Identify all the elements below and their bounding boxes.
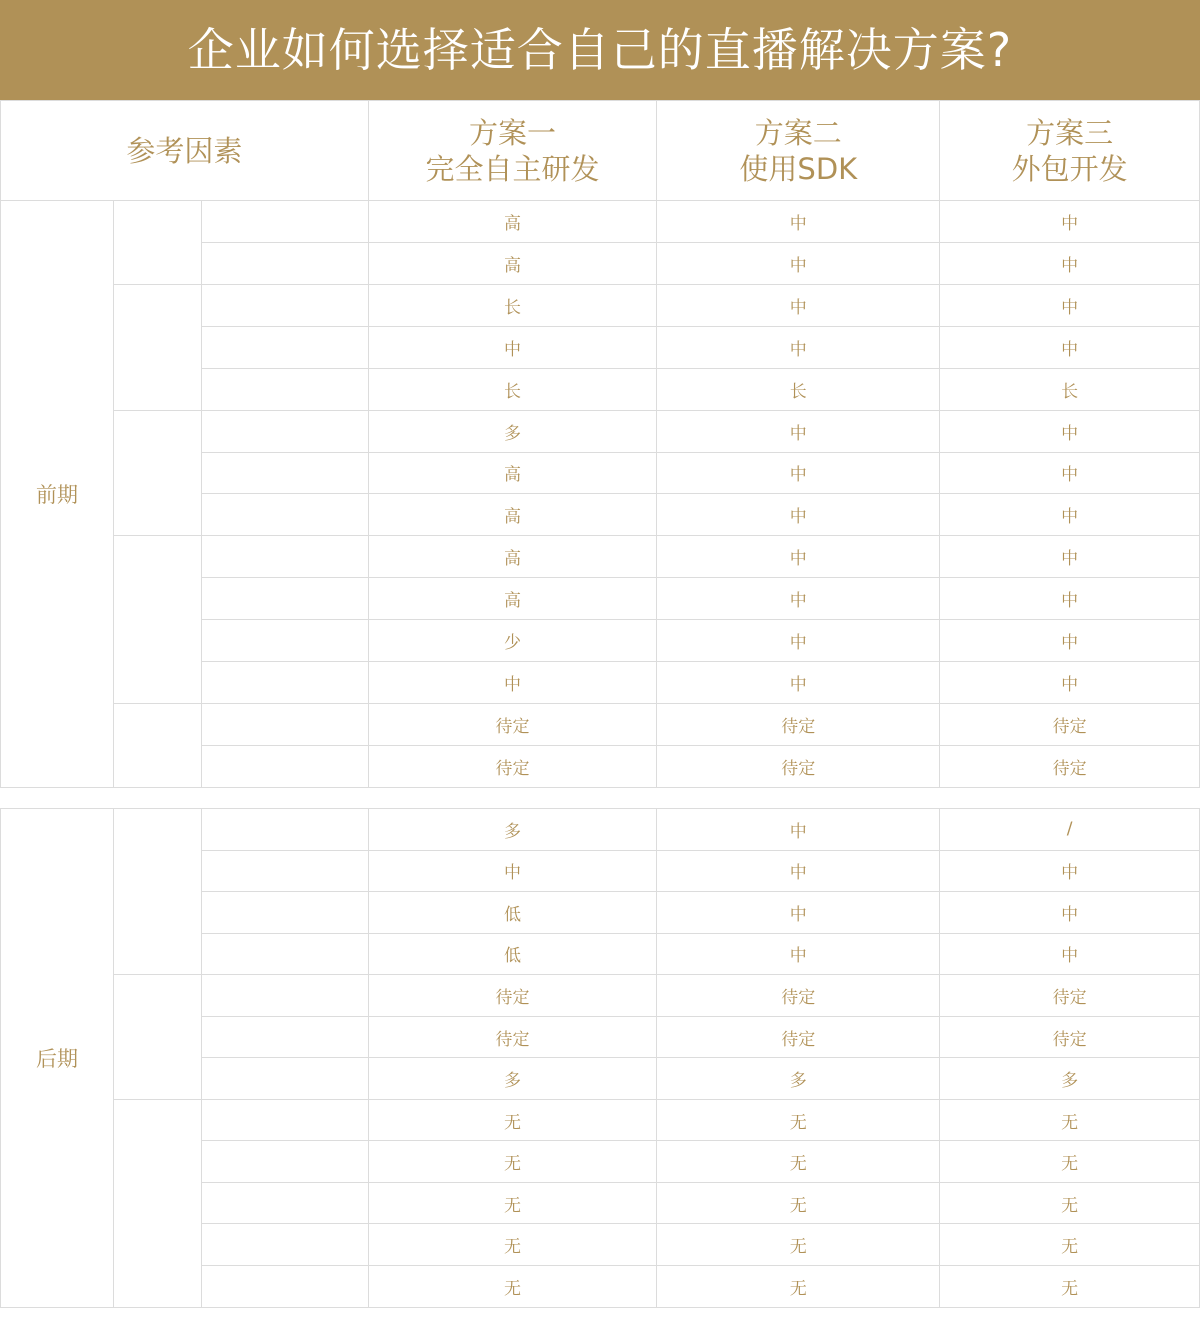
plan-2-name: 方案二 <box>754 115 842 150</box>
factor-group-cell <box>113 284 201 410</box>
plan-1-value: 高 <box>368 536 657 578</box>
plan-3-value: 中 <box>940 201 1200 243</box>
table-row <box>1 704 1200 746</box>
factor-item-cell <box>201 284 368 326</box>
plan-2-value: 中 <box>657 494 940 536</box>
plan-3-value: 待定 <box>940 975 1200 1017</box>
plan-1-value: 无 <box>368 1182 657 1224</box>
plan-2-value: 中 <box>657 662 940 704</box>
plan-2-value: 中 <box>657 892 940 934</box>
plan-1-value: 多 <box>368 1058 657 1100</box>
factor-item-cell <box>201 242 368 284</box>
factor-item-cell <box>201 1141 368 1183</box>
plan-header-2 <box>657 101 940 201</box>
factor-item-cell <box>201 1266 368 1308</box>
plan-1-value: 少 <box>368 620 657 662</box>
plan-1-value: 无 <box>368 1266 657 1308</box>
factor-group-cell <box>113 201 201 285</box>
plan-3-value: 中 <box>940 850 1200 892</box>
table-row <box>1 1099 1200 1141</box>
plan-3-value: 无 <box>940 1182 1200 1224</box>
phase-label: 后期 <box>1 809 114 1308</box>
plan-2-desc: 使用SDK <box>739 151 858 186</box>
plan-1-value: 多 <box>368 410 657 452</box>
plan-1-value: 待定 <box>368 745 657 787</box>
factor-item-cell <box>201 410 368 452</box>
factor-item-cell <box>201 892 368 934</box>
plan-3-value: 中 <box>940 578 1200 620</box>
factor-item-cell <box>201 745 368 787</box>
factor-item-cell <box>201 662 368 704</box>
factor-item-cell <box>201 933 368 975</box>
plan-1-value: 中 <box>368 850 657 892</box>
plan-3-value: 中 <box>940 284 1200 326</box>
plan-3-value: 中 <box>940 242 1200 284</box>
plan-3-value: 中 <box>940 326 1200 368</box>
plan-2-value: 无 <box>657 1266 940 1308</box>
factor-group-cell <box>113 975 201 1100</box>
plan-1-value: 长 <box>368 284 657 326</box>
factor-item-cell <box>201 536 368 578</box>
plan-2-value: 中 <box>657 201 940 243</box>
factor-item-cell <box>201 201 368 243</box>
plan-3-value: 待定 <box>940 745 1200 787</box>
table-row <box>1 809 1200 851</box>
plan-2-value: 多 <box>657 1058 940 1100</box>
factor-item-cell <box>201 1016 368 1058</box>
plan-1-value: 低 <box>368 892 657 934</box>
comparison-header <box>0 100 1200 201</box>
plan-1-name: 方案一 <box>469 115 557 150</box>
factor-item-cell <box>201 494 368 536</box>
factor-group-cell <box>113 1099 201 1307</box>
plan-3-value: 中 <box>940 892 1200 934</box>
plan-2-value: 中 <box>657 809 940 851</box>
plan-1-value: 高 <box>368 452 657 494</box>
plan-1-value: 高 <box>368 201 657 243</box>
plan-1-value: 高 <box>368 578 657 620</box>
factor-header: 参考因素 <box>1 101 369 201</box>
plan-3-value: 无 <box>940 1099 1200 1141</box>
factor-group-cell <box>113 704 201 788</box>
plan-3-value: 中 <box>940 933 1200 975</box>
plan-2-value: 待定 <box>657 975 940 1017</box>
plan-1-value: 待定 <box>368 975 657 1017</box>
factor-item-cell <box>201 578 368 620</box>
plan-2-value: 待定 <box>657 1016 940 1058</box>
plan-1-value: 无 <box>368 1141 657 1183</box>
plan-3-value: / <box>940 809 1200 851</box>
post-phase-table <box>0 808 1200 1308</box>
plan-2-value: 中 <box>657 452 940 494</box>
factor-item-cell <box>201 1182 368 1224</box>
plan-3-value: 中 <box>940 662 1200 704</box>
table-row <box>1 975 1200 1017</box>
plan-2-value: 待定 <box>657 745 940 787</box>
factor-item-cell <box>201 452 368 494</box>
factor-item-cell <box>201 809 368 851</box>
plan-2-value: 无 <box>657 1224 940 1266</box>
plan-2-value: 中 <box>657 620 940 662</box>
plan-3-value: 中 <box>940 410 1200 452</box>
pre-phase-table <box>0 200 1200 788</box>
factor-item-cell <box>201 1058 368 1100</box>
plan-2-value: 中 <box>657 410 940 452</box>
factor-item-cell <box>201 620 368 662</box>
plan-3-value: 无 <box>940 1224 1200 1266</box>
plan-3-desc: 外包开发 <box>1011 151 1128 186</box>
table-row <box>1 410 1200 452</box>
plan-3-value: 待定 <box>940 704 1200 746</box>
plan-2-value: 中 <box>657 284 940 326</box>
plan-2-value: 中 <box>657 536 940 578</box>
plan-3-value: 中 <box>940 452 1200 494</box>
plan-3-value: 待定 <box>940 1016 1200 1058</box>
plan-2-value: 中 <box>657 326 940 368</box>
plan-header-3 <box>940 101 1200 201</box>
plan-1-value: 中 <box>368 326 657 368</box>
plan-3-value: 长 <box>940 368 1200 410</box>
plan-1-value: 待定 <box>368 1016 657 1058</box>
plan-1-value: 无 <box>368 1099 657 1141</box>
factor-item-cell <box>201 326 368 368</box>
table-row <box>1 284 1200 326</box>
factor-group-cell <box>113 809 201 975</box>
plan-header-1 <box>368 101 657 201</box>
plan-3-value: 多 <box>940 1058 1200 1100</box>
plan-2-value: 待定 <box>657 704 940 746</box>
plan-2-value: 无 <box>657 1099 940 1141</box>
plan-3-value: 无 <box>940 1141 1200 1183</box>
plan-1-value: 无 <box>368 1224 657 1266</box>
plan-1-value: 多 <box>368 809 657 851</box>
plan-2-value: 中 <box>657 578 940 620</box>
plan-2-value: 中 <box>657 850 940 892</box>
phase-label: 前期 <box>1 201 114 788</box>
plan-1-value: 待定 <box>368 704 657 746</box>
plan-1-desc: 完全自主研发 <box>425 151 600 186</box>
page-title: 企业如何选择适合自己的直播解决方案? <box>0 0 1200 100</box>
factor-group-cell <box>113 536 201 704</box>
plan-2-value: 长 <box>657 368 940 410</box>
factor-item-cell <box>201 368 368 410</box>
plan-2-value: 无 <box>657 1141 940 1183</box>
plan-1-value: 高 <box>368 242 657 284</box>
factor-item-cell <box>201 850 368 892</box>
plan-1-value: 低 <box>368 933 657 975</box>
factor-item-cell <box>201 704 368 746</box>
plan-3-name: 方案三 <box>1026 115 1114 150</box>
plan-2-value: 中 <box>657 242 940 284</box>
factor-item-cell <box>201 975 368 1017</box>
plan-3-value: 中 <box>940 536 1200 578</box>
plan-2-value: 无 <box>657 1182 940 1224</box>
plan-1-value: 长 <box>368 368 657 410</box>
plan-3-value: 中 <box>940 620 1200 662</box>
factor-item-cell <box>201 1099 368 1141</box>
factor-group-cell <box>113 410 201 536</box>
plan-3-value: 中 <box>940 494 1200 536</box>
table-row <box>1 201 1200 243</box>
plan-3-value: 无 <box>940 1266 1200 1308</box>
plan-1-value: 高 <box>368 494 657 536</box>
table-row <box>1 536 1200 578</box>
factor-item-cell <box>201 1224 368 1266</box>
plan-1-value: 中 <box>368 662 657 704</box>
plan-2-value: 中 <box>657 933 940 975</box>
